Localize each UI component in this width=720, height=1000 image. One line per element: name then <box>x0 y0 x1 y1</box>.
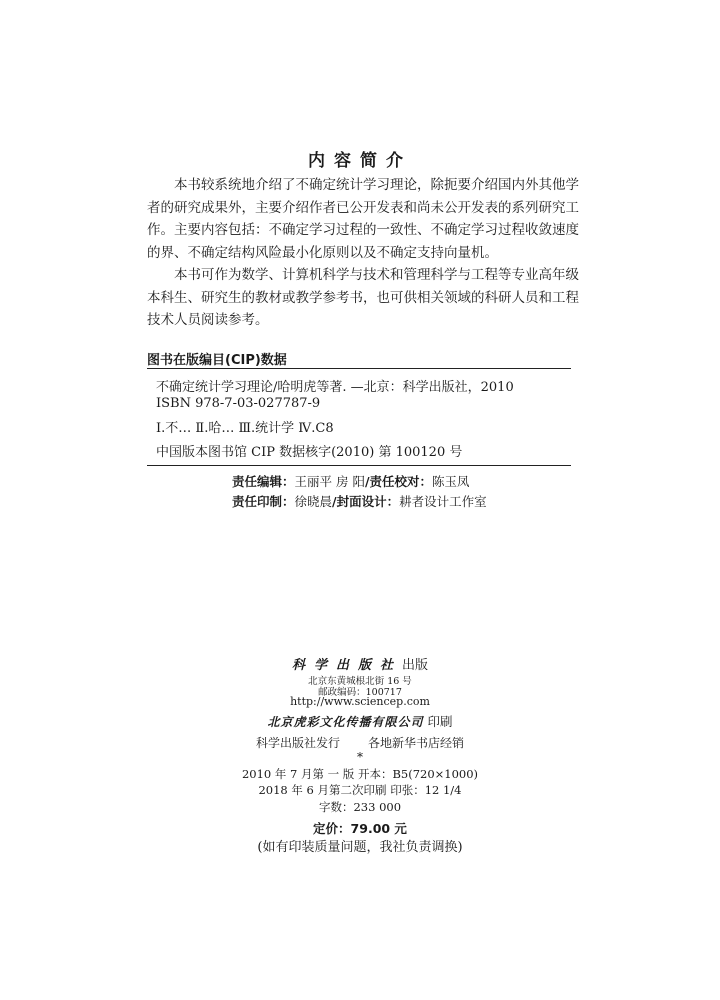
cover-designer-label: /封面设计： <box>332 494 400 509</box>
printer-name: 北京虎彩文化传播有限公司 <box>267 715 424 729</box>
print-credits-line <box>232 492 487 510</box>
publisher-website: http://www.sciencep.com <box>290 695 430 708</box>
editor-label: 责任编辑： <box>232 474 295 489</box>
publisher-name: 科学出版社 <box>291 658 402 673</box>
cip-line-isbn: ISBN 978-7-03-027787-9 <box>156 396 321 411</box>
printing-line: 2018 年 6 月第二次印刷 印张：12 1/4 <box>258 783 462 797</box>
edition-line: 2010 年 7 月第 一 版 开本：B5(720×1000) <box>241 767 479 781</box>
seller: 各地新华书店经销 <box>368 736 465 750</box>
print-manager-value: 徐晓晨 <box>294 494 333 509</box>
publisher-postcode: 邮政编码：100717 <box>318 687 402 698</box>
publisher-suffix: 出版 <box>402 658 429 673</box>
cover-designer-value: 耕者设计工作室 <box>399 494 487 509</box>
distributor: 科学出版社发行 <box>255 736 340 750</box>
print-manager-label: 责任印制： <box>232 494 295 509</box>
summary-paragraph-1: 本书较系统地介绍了不确定统计学习理论，除扼要介绍国内外其他学者的研究成果外，主要介绍作者已公开发表和尚未公开发表的系列研究工作。主要内容包括：不确定学习过程的一致性、不确定学习过程收敛速度的界、不确定结构风险最小化原则以及不确定支持向量机。 <box>147 177 579 261</box>
word-count: 字数：233 000 <box>318 800 402 814</box>
printer-suffix: 印刷 <box>427 714 453 729</box>
cip-line-classification: Ⅰ.不… Ⅱ.哈… Ⅲ.统计学 Ⅳ.C8 <box>156 421 334 436</box>
cip-line-title: 不确定统计学习理论/哈明虎等著. —北京：科学出版社，2010 <box>156 380 514 395</box>
publisher-address: 北京东黄城根北街 16 号 <box>308 676 412 687</box>
separator-star: * <box>357 750 363 764</box>
distribution-line <box>0 734 720 751</box>
price: 定价：79.00 元 <box>313 821 407 836</box>
summary-title: 内容简介 <box>308 151 412 171</box>
cip-line-record: 中国版本图书馆 CIP 数据核字(2010) 第 100120 号 <box>156 445 463 460</box>
quality-notice: (如有印装质量问题，我社负责调换) <box>257 840 463 855</box>
editor-credits-line <box>232 472 470 490</box>
proofreader-value: 陈玉凤 <box>432 474 470 489</box>
printer-line <box>0 712 720 730</box>
publisher-line <box>0 654 720 673</box>
proofreader-label: /责任校对： <box>364 474 433 489</box>
cip-title: 图书在版编目(CIP)数据 <box>147 353 287 368</box>
price-line <box>0 819 720 837</box>
summary-paragraph-2: 本书可作为数学、计算机科学与技术和管理科学与工程等专业高年级本科生、研究生的教材或教学参考书，也可供相关领域的科研人员和工程技术人员阅读参考。 <box>147 267 579 328</box>
editor-value: 王丽平 房 阳 <box>294 474 365 489</box>
